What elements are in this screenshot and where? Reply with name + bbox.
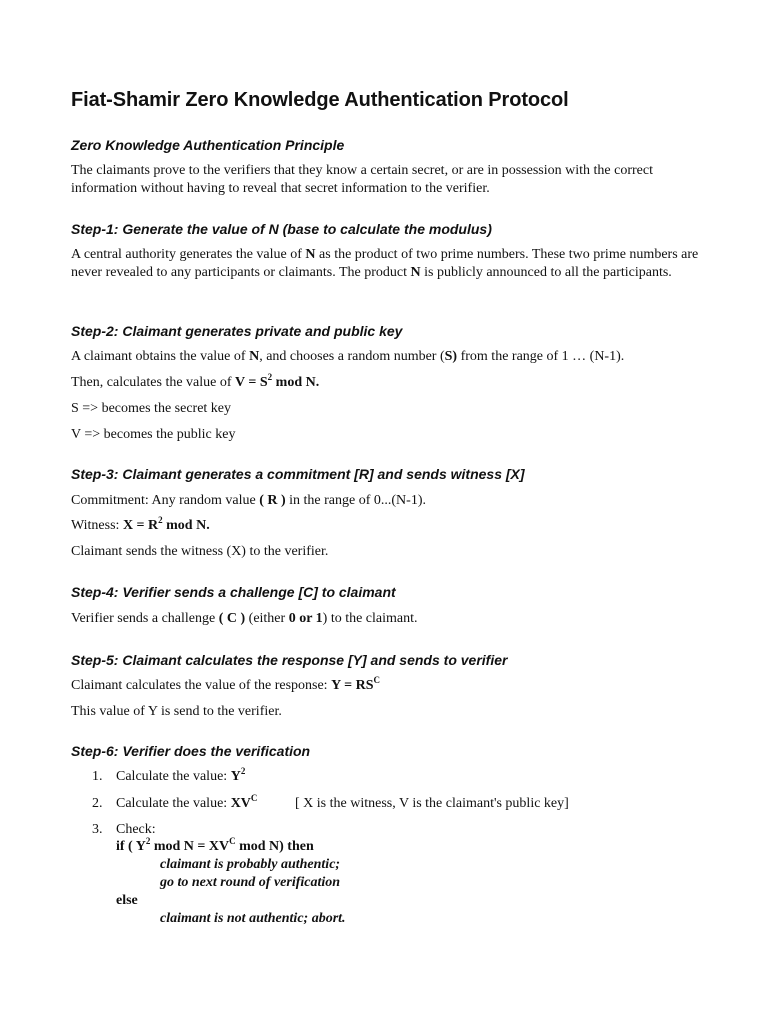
step2-l1-c: from the range of 1 … (N-1). xyxy=(457,349,625,364)
item1-sup: 2 xyxy=(240,766,246,776)
code-if-sup2: C xyxy=(229,836,236,846)
item2-formula: XV xyxy=(230,796,251,811)
step3-l1-r: ( R ) xyxy=(259,493,286,508)
code-if-line xyxy=(71,838,711,856)
step3-heading: Step-3: Claimant generates a commitment [R] and sends witness [X] xyxy=(71,466,525,482)
step2-line3: S => becomes the secret key xyxy=(71,401,232,416)
step2-line1 xyxy=(71,348,624,366)
step1-heading: Step-1: Generate the value of N (base to calculate the modulus) xyxy=(71,221,492,237)
step3-l1-b: in the range of 0...(N-1). xyxy=(285,493,426,508)
step1-body xyxy=(71,246,701,282)
list-number: 2. xyxy=(92,796,103,811)
step3-sup: 2 xyxy=(158,515,163,525)
step4-l1-b: (either xyxy=(245,611,289,626)
item3-text: Check: xyxy=(116,822,156,837)
code-if-a: if ( Y xyxy=(116,839,146,854)
step4-values: 0 or 1 xyxy=(288,611,323,626)
code-else: else xyxy=(116,893,138,908)
step4-l1-c: ( C ) xyxy=(218,611,246,626)
step1-text-c: is publicly announced to all the participants. xyxy=(420,265,672,280)
step5-line1 xyxy=(71,677,380,695)
list-item-text xyxy=(116,768,245,786)
code-then-line1 xyxy=(71,856,711,874)
list-item xyxy=(71,768,711,788)
item1-formula: Y xyxy=(230,769,241,784)
step2-l1-b: , and chooses a random number ( xyxy=(259,349,445,364)
step4-line1 xyxy=(71,610,418,628)
step3-line2 xyxy=(71,517,210,535)
step2-heading: Step-2: Claimant generates private and public key xyxy=(71,323,403,339)
step4-l1-a: Verifier sends a challenge xyxy=(71,611,219,626)
code-else-body-line xyxy=(71,910,711,928)
list-number: 3. xyxy=(92,822,103,837)
step5-formula: Y = RS xyxy=(331,678,374,693)
code-then2: go to next round of verification xyxy=(160,875,341,890)
step2-l1-a: A claimant obtains the value of xyxy=(71,349,250,364)
document-title: Fiat-Shamir Zero Knowledge Authentication Protocol xyxy=(71,89,569,111)
step5-sup: C xyxy=(373,675,381,685)
principle-body: The claimants prove to the verifiers that they know a certain secret, or are in possession with the correct information without having to reveal that secret information to the verifier. xyxy=(71,163,653,196)
step3-l1-a: Commitment: Any random value xyxy=(71,493,260,508)
step5-heading: Step-5: Claimant calculates the response [Y] and sends to verifier xyxy=(71,652,508,668)
step3-l2-a: Witness: xyxy=(71,518,123,533)
code-then-line2 xyxy=(71,874,711,892)
step2-l1-s: S) xyxy=(444,349,458,364)
code-else-line xyxy=(71,892,711,910)
step2-l2-a: Then, calculates the value of xyxy=(71,375,236,390)
code-then1: claimant is probably authentic; xyxy=(160,857,341,872)
code-if-sup1: 2 xyxy=(145,836,151,846)
item2-text: Calculate the value: xyxy=(116,796,231,811)
step5-l1-a: Claimant calculates the value of the response: xyxy=(71,678,332,693)
item2-sup: C xyxy=(250,793,258,803)
step3-line3: Claimant sends the witness (X) to the verifier. xyxy=(71,544,329,559)
step3-line1 xyxy=(71,492,426,510)
step2-line2 xyxy=(71,374,319,392)
code-else1: claimant is not authentic; abort. xyxy=(160,911,346,926)
step2-l1-n: N xyxy=(249,349,260,364)
item1-text: Calculate the value: xyxy=(116,769,231,784)
step2-formula: V = S xyxy=(235,375,268,390)
step2-sup: 2 xyxy=(267,372,273,382)
step1-n2: N xyxy=(410,265,421,280)
code-if-b: mod N = XV xyxy=(150,839,230,854)
step3-formula: X = R xyxy=(122,518,159,533)
step1-n: N xyxy=(305,247,316,262)
item2-note: [ X is the witness, V is the claimant's public key] xyxy=(295,796,569,811)
step3-formula-tail: mod N. xyxy=(162,518,210,533)
code-if-c: mod N) then xyxy=(235,839,314,854)
step6-heading: Step-6: Verifier does the verification xyxy=(71,743,311,759)
step1-text-a: A central authority generates the value of xyxy=(71,247,306,262)
step4-l1-d: ) to the claimant. xyxy=(322,611,418,626)
list-number: 1. xyxy=(92,769,103,784)
step2-formula-tail: mod N. xyxy=(272,375,320,390)
code-if xyxy=(116,838,314,856)
step5-line2: This value of Y is send to the verifier. xyxy=(71,704,282,719)
step1-text-b: as the product of two prime numbers. These two prime numbers are never revealed to any participants or claimants. The product xyxy=(71,247,699,280)
list-item xyxy=(71,795,711,815)
step2-line4: V => becomes the public key xyxy=(71,427,236,442)
list-item-text xyxy=(116,795,257,813)
principle-heading: Zero Knowledge Authentication Principle xyxy=(71,137,345,153)
step4-heading: Step-4: Verifier sends a challenge [C] to claimant xyxy=(71,584,396,600)
